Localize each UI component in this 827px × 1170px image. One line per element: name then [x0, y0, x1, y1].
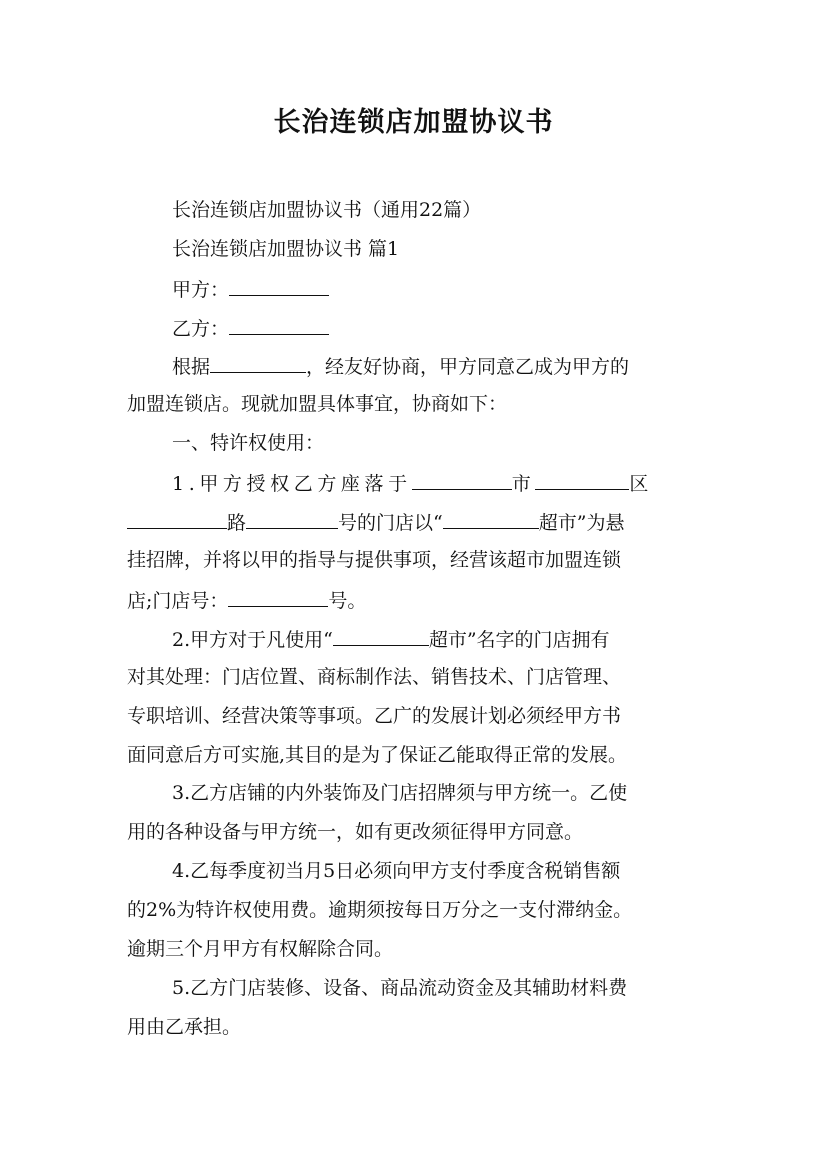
clause-4-line-1: 4.乙每季度初当月5日必须向甲方支付季度含税销售额 [172, 860, 621, 882]
intro-line-1 [172, 356, 629, 377]
party-b-line [172, 318, 329, 339]
clause-text: 区 [629, 473, 653, 495]
supermarket-name-blank [333, 629, 429, 646]
intro-line-2: 加盟连锁店。现就加盟具体事宜，协商如下： [127, 393, 508, 415]
clause-5-line-1: 5.乙方门店装修、设备、商品流动资金及其辅助材料费 [172, 977, 628, 999]
clause-text: 超市”为悬 [538, 512, 625, 534]
clause-text: 号。 [328, 590, 367, 612]
party-a-blank [229, 279, 329, 296]
clause-3-line-2: 用的各种设备与甲方统一，如有更改须征得甲方同意。 [127, 821, 584, 843]
clause-1-line-2 [127, 512, 624, 533]
clause-4-line-2: 的2%为特许权使用费。逾期须按每日万分之一支付滞纳金。 [127, 899, 633, 921]
clause-2-line-1 [172, 629, 610, 650]
clause-text: 1.甲方授权乙方座落于 [172, 473, 412, 495]
store-name-blank [443, 512, 539, 529]
section-heading: 长治连锁店加盟协议书 篇1 [172, 238, 400, 260]
clause-1-line-3: 挂招牌，并将以甲的指导与提供事项，经营该超市加盟连锁 [127, 549, 622, 571]
party-b-label: 乙方： [172, 318, 230, 340]
section-1-heading: 一、特许权使用： [172, 432, 325, 454]
district-blank [535, 473, 629, 490]
intro-text: 根据 [172, 356, 211, 378]
basis-blank [210, 356, 306, 373]
intro-text: ，经友好协商，甲方同意乙成为甲方的 [306, 356, 630, 378]
party-a-label: 甲方： [172, 279, 230, 301]
clause-1-line-1 [172, 473, 653, 494]
clause-text: 2.甲方对于凡使用“ [172, 629, 333, 651]
clause-text: 市 [511, 473, 536, 495]
document-title: 长治连锁店加盟协议书 [273, 107, 554, 138]
clause-text: 超市”名字的门店拥有 [428, 629, 610, 651]
clause-2-line-4: 面同意后方可实施,其目的是为了保证乙能取得正常的发展。 [127, 744, 628, 766]
clause-text: 号的门店以“ [338, 512, 443, 534]
store-number-blank [228, 590, 328, 607]
party-b-blank [229, 318, 329, 335]
clause-text: 路 [227, 512, 247, 534]
clause-2-line-2: 对其处理：门店位置、商标制作法、销售技术、门店管理、 [127, 666, 622, 688]
clause-text: 店;门店号： [127, 590, 229, 612]
clause-2-line-3: 专职培训、经营决策等事项。乙广的发展计划必须经甲方书 [127, 705, 622, 727]
party-a-line [172, 279, 329, 300]
subtitle: 长治连锁店加盟协议书（通用22篇） [172, 199, 482, 221]
road-number-blank [246, 512, 338, 529]
clause-4-line-3: 逾期三个月甲方有权解除合同。 [127, 938, 394, 960]
road-name-blank [127, 512, 227, 529]
clause-5-line-2: 用由乙承担。 [127, 1016, 242, 1038]
clause-3-line-1: 3.乙方店铺的内外装饰及门店招牌须与甲方统一。乙使 [172, 782, 628, 804]
city-blank [412, 473, 512, 490]
clause-1-line-4 [127, 590, 366, 611]
